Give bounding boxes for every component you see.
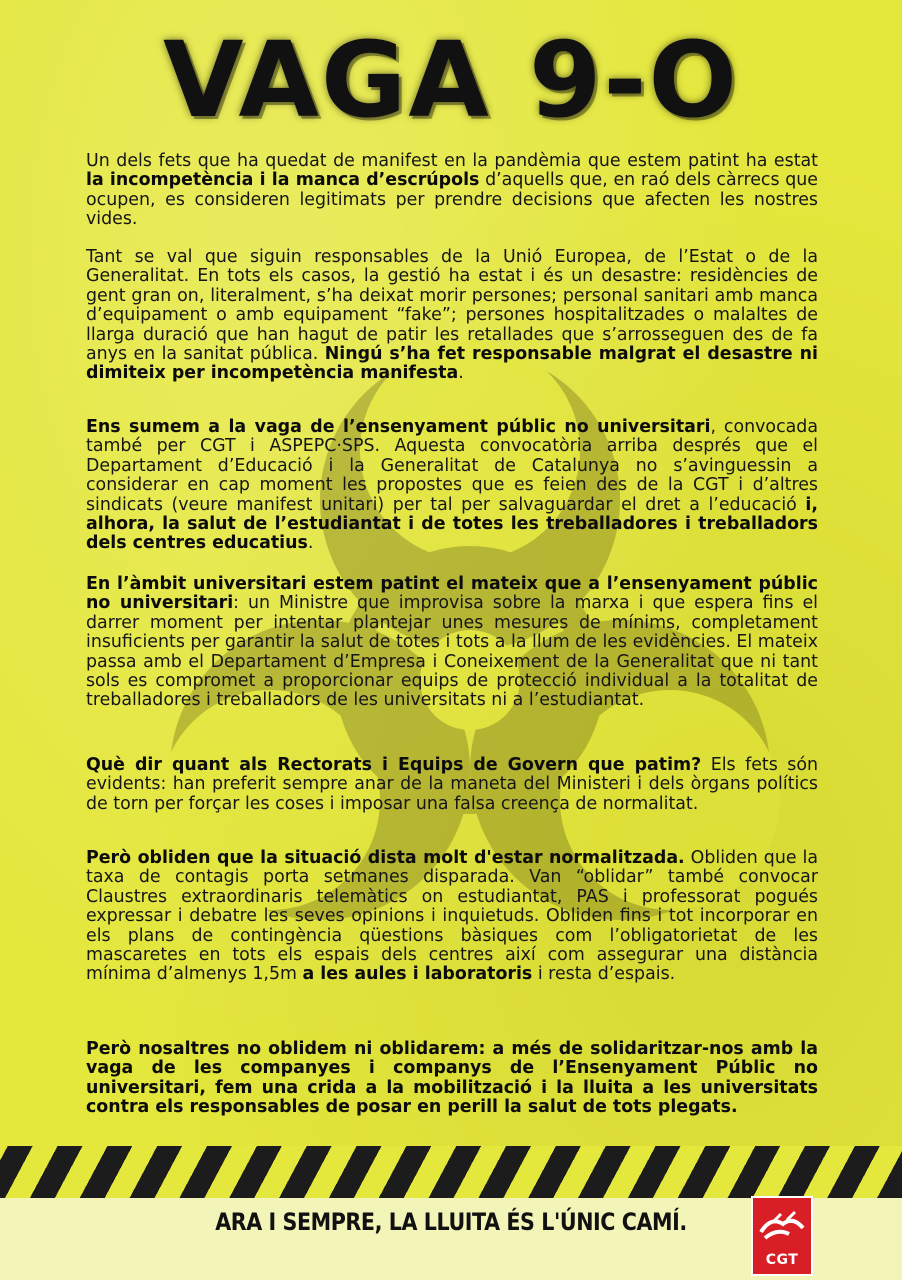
bold-text: Però obliden que la situació dista molt d'estar normalitzada.	[86, 848, 685, 868]
paragraph-5	[86, 756, 818, 814]
body-text: Un dels fets que ha quedat de manifest en la pandèmia que estem patint ha estat	[86, 151, 818, 171]
paragraph-7	[86, 1040, 818, 1118]
bold-text: Què dir quant als Rectorats i Equips de Govern que patim?	[86, 755, 702, 775]
body-text: Els fets són evidents: han preferit sempre anar de la maneta del Ministeri i dels òrgans polítics de torn per forçar les coses i imposar una falsa creença de normalitat.	[86, 755, 818, 814]
bold-text: Ningú s’ha fet responsable malgrat el desastre ni dimiteix per incompetència manifesta	[86, 344, 818, 384]
bold-text: la incompetència i la manca d’escrúpols	[86, 170, 480, 191]
hazard-stripe	[0, 1146, 902, 1198]
body-text: d’aquells que, en raó dels càrrecs que ocupen, es consideren legitimats per prendre decisions que afecten les nostres vides.	[86, 170, 818, 230]
body-text: .	[458, 363, 464, 384]
bold-text: Ens sumem a la vaga de l’ensenyament públic no universitari	[86, 417, 711, 437]
cgt-logo-text: CGT	[765, 1252, 799, 1268]
body-text: .	[307, 533, 314, 554]
bold-text: Però nosaltres no oblidem ni oblidarem: a més de solidaritzar-nos amb la vaga de les companyes i companys de l’Ensenyament Públic no universitari, fem una crida a la mobilització i la lluita a les universitats contra els responsables de posar en perill la salut de tots plegats.	[86, 1039, 818, 1118]
paragraph-1	[86, 152, 818, 230]
body-text: , convocada també per CGT i ASPEPC·SPS. Aquesta convocatòria arriba després que el Departament d’Educació i la Generalitat de Catalunya no s’avinguessin a considerar en cap moment les propostes que es feien des de la CGT i d’altres sindicats (veure manifest unitari) per tal per salvaguardar el dret a l’educació	[86, 417, 818, 515]
handshake-icon	[753, 1202, 811, 1252]
body-text: Tant se val que siguin responsables de la Unió Europea, de l’Estat o de la Generalitat. En tots els casos, la gestió ha estat i és un desastre: residències de gent gran on, literalment, s’ha deixat morir persones; personal sanitari amb manca d’equipament o amb equipament “fake”; persones hospitalitzades o malaltes de llarga duració que han hagut de patir les retallades que s’arrosseguen des de fa anys en la sanitat pública.	[86, 247, 818, 365]
paragraph-3	[86, 418, 818, 554]
bold-text: a les aules i laboratoris	[302, 964, 533, 985]
paragraph-2	[86, 248, 818, 384]
body-text: i resta d’espais.	[532, 964, 676, 985]
bold-text: En l’àmbit universitari estem patint el mateix que a l’ensenyament públic no universitari	[86, 574, 818, 614]
paragraph-6	[86, 849, 818, 985]
paragraph-4	[86, 575, 818, 711]
body-text: : un Ministre que improvisa sobre la marxa i que espera fins el darrer moment per intentar plantejar unes mesures de mínims, completament insuficients per garantir la salut de totes i tots a la llum de les evidències. El mateix passa amb el Departament d’Empresa i Coneixement de la Generalitat que ni tant sols es compromet a proporcionar equips de protecció individual a la totalitat de treballadores i treballadors de les universitats ni a l’estudiantat.	[86, 593, 819, 711]
cgt-logo	[751, 1196, 813, 1276]
poster-title: VAGA 9-O	[163, 19, 739, 141]
bold-text: i, alhora, la salut de l’estudiantat i de totes les treballadores i treballadors dels centres educatius	[86, 494, 818, 554]
footer-slogan: ARA I SEMPRE, LA LLUITA ÉS L'ÚNIC CAMÍ.	[215, 1208, 687, 1236]
body-text: Obliden que la taxa de contagis porta setmanes disparada. Van “oblidar” també convocar Claustres extraordinaris telemàtics on estudiantat, PAS i professorat pogués expressar i debatre les seves opinions i inquietuds. Obliden fins i tot incorporar en els plans de contingència qüestions bàsiques com l’obligatorietat de les mascaretes en tots els espais dels centres així com assegurar una distància mínima d’almenys 1,5m	[86, 848, 819, 985]
